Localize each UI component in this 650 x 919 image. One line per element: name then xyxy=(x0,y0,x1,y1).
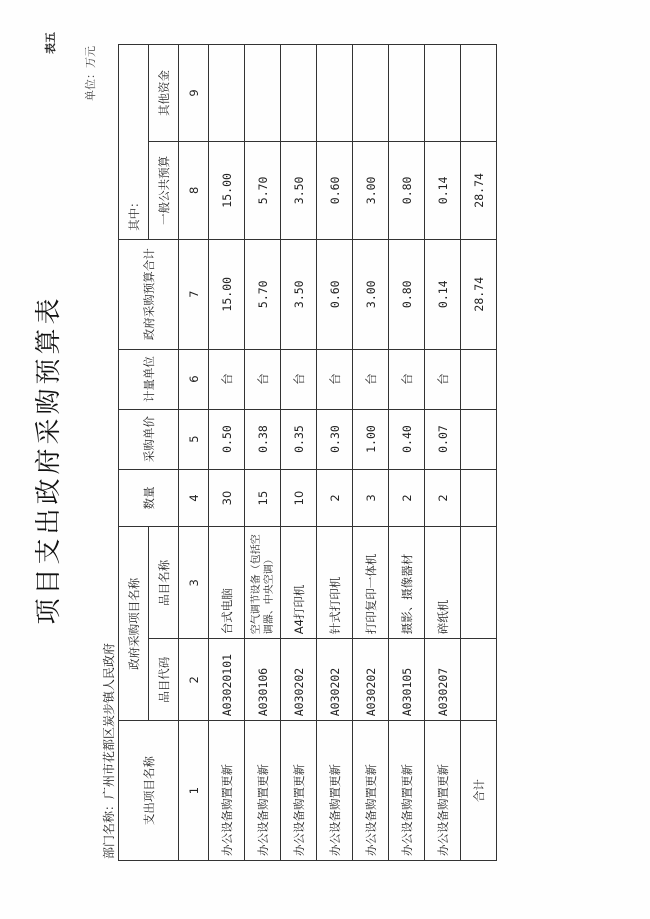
cell-name: 打印复印一体机 xyxy=(353,527,389,639)
cell-project: 办公设备购置更新 xyxy=(245,721,281,861)
totals-total: 28.74 xyxy=(461,239,497,349)
department-name: 部门名称：广州市花都区炭步镇人民政府 xyxy=(102,642,116,859)
cell-total: 3.00 xyxy=(353,239,389,349)
header-item-code: 品目代码 xyxy=(149,639,179,721)
cell-total: 3.50 xyxy=(281,239,317,349)
cell-other xyxy=(245,45,281,142)
cell-price: 0.50 xyxy=(209,409,245,469)
cell-unit: 台 xyxy=(281,349,317,409)
cell-project: 办公设备购置更新 xyxy=(209,721,245,861)
cell-total: 0.80 xyxy=(389,239,425,349)
cell-code: A03020101 xyxy=(209,639,245,721)
header-unit-price: 采购单价 xyxy=(119,409,179,469)
column-index: 5 xyxy=(179,409,209,469)
cell-code: A030207 xyxy=(425,639,461,721)
table-row xyxy=(245,45,281,861)
cell-other xyxy=(281,45,317,142)
cell-general: 0.80 xyxy=(389,141,425,239)
column-index: 9 xyxy=(179,45,209,142)
header-other-funds: 其他资金 xyxy=(149,45,179,142)
cell-name: 针式打印机 xyxy=(317,527,353,639)
header-procurement-item: 政府采购项目名称 xyxy=(119,527,149,721)
cell-qty: 2 xyxy=(425,469,461,527)
header-project-name: 支出项目名称 xyxy=(119,721,179,861)
column-index: 1 xyxy=(179,721,209,861)
header-item-name: 品目名称 xyxy=(149,527,179,639)
cell-qty: 15 xyxy=(245,469,281,527)
cell-other xyxy=(353,45,389,142)
cell-general: 0.14 xyxy=(425,141,461,239)
column-index: 6 xyxy=(179,349,209,409)
cell-qty: 2 xyxy=(389,469,425,527)
cell-code: A030202 xyxy=(281,639,317,721)
empty-cell xyxy=(461,469,497,527)
table-row xyxy=(209,45,245,861)
cell-unit: 台 xyxy=(353,349,389,409)
cell-qty: 2 xyxy=(317,469,353,527)
empty-cell xyxy=(461,45,497,142)
cell-project: 办公设备购置更新 xyxy=(425,721,461,861)
column-index: 8 xyxy=(179,141,209,239)
table-tag: 表五 xyxy=(44,32,57,54)
cell-general: 3.00 xyxy=(353,141,389,239)
cell-unit: 台 xyxy=(425,349,461,409)
totals-general: 28.74 xyxy=(461,141,497,239)
cell-other xyxy=(209,45,245,142)
table-row xyxy=(317,45,353,861)
cell-total: 0.60 xyxy=(317,239,353,349)
cell-qty: 10 xyxy=(281,469,317,527)
empty-cell xyxy=(461,409,497,469)
header-total: 政府采购预算合计 xyxy=(119,239,179,349)
header-quantity: 数量 xyxy=(119,469,179,527)
column-index-row xyxy=(179,45,209,861)
cell-unit: 台 xyxy=(245,349,281,409)
cell-code: A030105 xyxy=(389,639,425,721)
cell-unit: 台 xyxy=(317,349,353,409)
unit-label: 单位：万元 xyxy=(84,46,97,101)
cell-name: 空气调节设备（包括空调器、中央空调） xyxy=(245,527,281,639)
cell-qty: 30 xyxy=(209,469,245,527)
cell-price: 0.35 xyxy=(281,409,317,469)
cell-project: 办公设备购置更新 xyxy=(353,721,389,861)
cell-price: 1.00 xyxy=(353,409,389,469)
cell-unit: 台 xyxy=(389,349,425,409)
cell-code: A030202 xyxy=(353,639,389,721)
empty-cell xyxy=(461,349,497,409)
table-row xyxy=(389,45,425,861)
cell-price: 0.40 xyxy=(389,409,425,469)
header-of-which: 其中： xyxy=(119,45,149,240)
cell-price: 0.07 xyxy=(425,409,461,469)
cell-code: A030106 xyxy=(245,639,281,721)
column-index: 3 xyxy=(179,527,209,639)
header-general-budget: 一般公共预算 xyxy=(149,141,179,239)
cell-price: 0.30 xyxy=(317,409,353,469)
cell-general: 0.60 xyxy=(317,141,353,239)
cell-other xyxy=(425,45,461,142)
cell-general: 3.50 xyxy=(281,141,317,239)
cell-other xyxy=(389,45,425,142)
cell-qty: 3 xyxy=(353,469,389,527)
empty-cell xyxy=(461,527,497,639)
totals-label: 合计 xyxy=(461,721,497,861)
cell-name: 碎纸机 xyxy=(425,527,461,639)
table-row xyxy=(353,45,389,861)
cell-name: A4打印机 xyxy=(281,527,317,639)
totals-row xyxy=(461,45,497,861)
column-index: 7 xyxy=(179,239,209,349)
cell-name: 摄影、摄像器材 xyxy=(389,527,425,639)
procurement-budget-table xyxy=(118,44,497,861)
cell-unit: 台 xyxy=(209,349,245,409)
cell-project: 办公设备购置更新 xyxy=(281,721,317,861)
page-title: 项目支出政府采购预算表 xyxy=(34,294,64,625)
cell-general: 5.70 xyxy=(245,141,281,239)
empty-cell xyxy=(461,639,497,721)
cell-total: 5.70 xyxy=(245,239,281,349)
cell-name: 台式电脑 xyxy=(209,527,245,639)
cell-other xyxy=(317,45,353,142)
column-index: 2 xyxy=(179,639,209,721)
cell-general: 15.00 xyxy=(209,141,245,239)
cell-price: 0.38 xyxy=(245,409,281,469)
cell-code: A030202 xyxy=(317,639,353,721)
table-row xyxy=(425,45,461,861)
cell-total: 0.14 xyxy=(425,239,461,349)
header-measure-unit: 计量单位 xyxy=(119,349,179,409)
cell-total: 15.00 xyxy=(209,239,245,349)
column-index: 4 xyxy=(179,469,209,527)
cell-project: 办公设备购置更新 xyxy=(317,721,353,861)
cell-project: 办公设备购置更新 xyxy=(389,721,425,861)
table-row xyxy=(281,45,317,861)
